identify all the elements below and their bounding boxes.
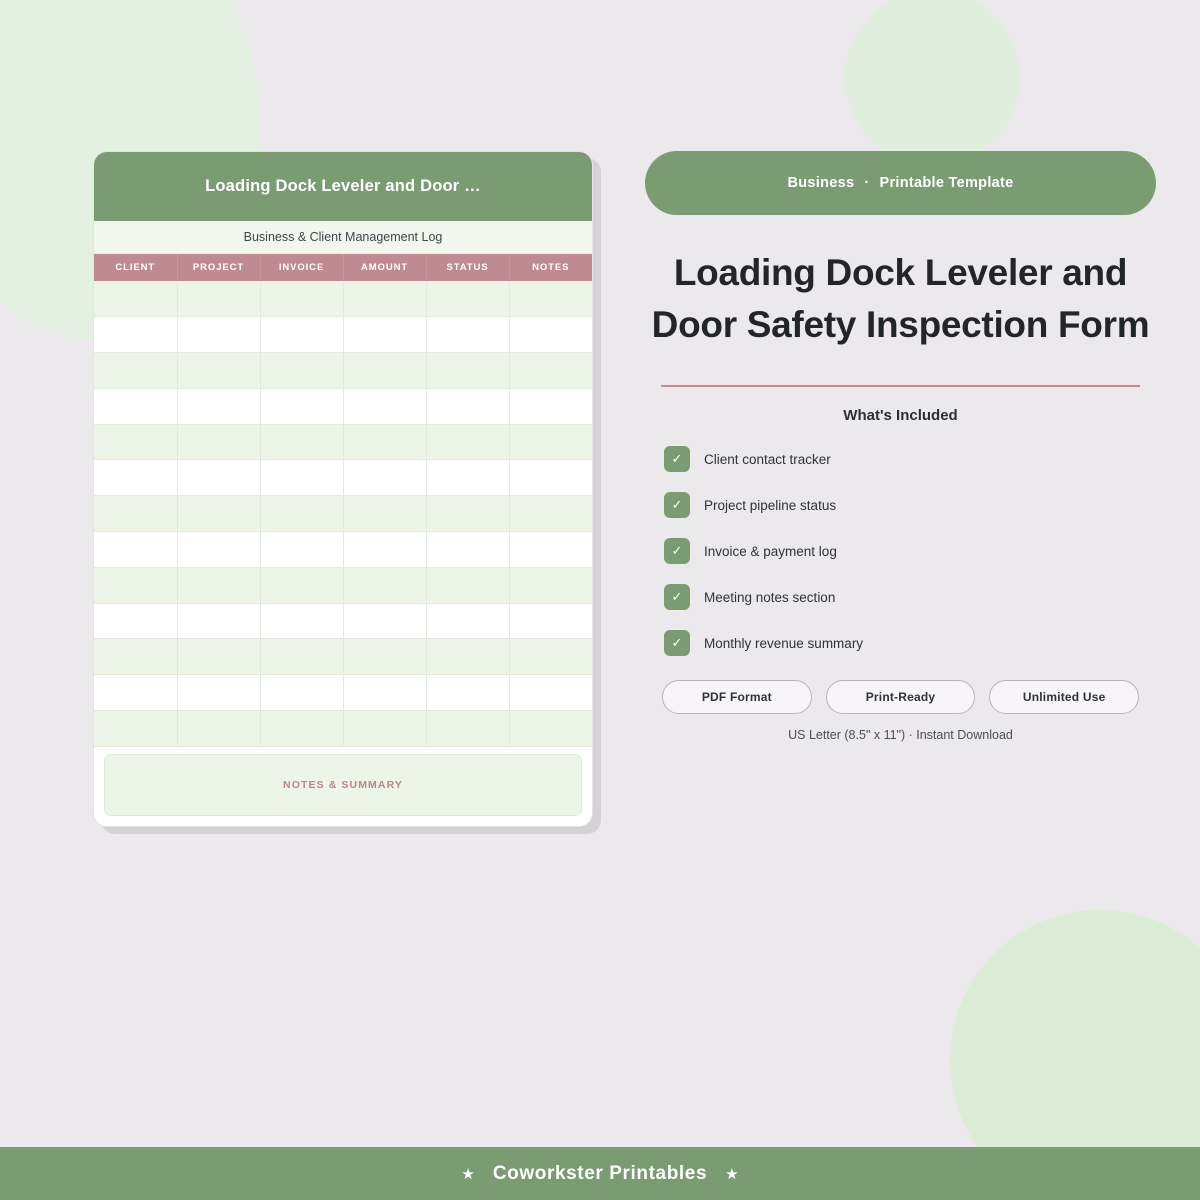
table-cell xyxy=(509,388,592,424)
table-cell xyxy=(177,281,260,317)
column-header-project: PROJECT xyxy=(177,254,260,281)
table-cell xyxy=(94,532,177,568)
table-cell xyxy=(94,496,177,532)
table-row xyxy=(94,567,592,603)
table-cell xyxy=(260,639,343,675)
footer-brand: Coworkster Printables xyxy=(492,1162,708,1184)
list-item xyxy=(664,584,1156,610)
page-title: Loading Dock Leveler and Door Safety Inspection Form xyxy=(651,252,1150,345)
check-icon: ✓ xyxy=(664,630,690,656)
star-icon-right: ★ xyxy=(725,1165,739,1183)
table-cell xyxy=(94,711,177,747)
column-header-client: CLIENT xyxy=(94,254,177,281)
table-cell xyxy=(177,532,260,568)
divider-rule xyxy=(661,385,1140,387)
column-header-notes: NOTES xyxy=(509,254,592,281)
pill-print-ready[interactable]: Print-Ready xyxy=(826,680,976,714)
table-header-row xyxy=(94,254,592,281)
table-cell xyxy=(177,639,260,675)
table-row xyxy=(94,711,592,747)
table-cell xyxy=(426,603,509,639)
feature-label: Project pipeline status xyxy=(704,497,837,513)
check-icon: ✓ xyxy=(664,492,690,518)
table-row xyxy=(94,532,592,568)
table-cell xyxy=(260,603,343,639)
list-item xyxy=(664,538,1156,564)
table-cell xyxy=(509,675,592,711)
table-row xyxy=(94,496,592,532)
table-cell xyxy=(426,711,509,747)
footer-bar xyxy=(0,1147,1200,1200)
badge-kind: Printable Template xyxy=(879,175,1014,191)
table-cell xyxy=(260,460,343,496)
table-row xyxy=(94,353,592,389)
table-row xyxy=(94,603,592,639)
table-row xyxy=(94,281,592,317)
table-cell xyxy=(177,496,260,532)
table-cell xyxy=(509,496,592,532)
column-header-amount: AMOUNT xyxy=(343,254,426,281)
notes-summary-label: NOTES & SUMMARY xyxy=(283,779,403,791)
table-cell xyxy=(177,460,260,496)
table-cell xyxy=(343,675,426,711)
table-cell xyxy=(509,317,592,353)
table-cell xyxy=(509,353,592,389)
table-cell xyxy=(94,567,177,603)
check-icon: ✓ xyxy=(664,538,690,564)
table-cell xyxy=(260,711,343,747)
table-cell xyxy=(260,317,343,353)
table-cell xyxy=(94,639,177,675)
feature-label: Invoice & payment log xyxy=(704,543,837,559)
table-cell xyxy=(343,603,426,639)
table-cell xyxy=(177,675,260,711)
table-cell xyxy=(426,388,509,424)
preview-header xyxy=(94,152,592,221)
table-cell xyxy=(260,281,343,317)
table-cell xyxy=(509,532,592,568)
table-cell xyxy=(260,388,343,424)
table-cell xyxy=(426,317,509,353)
feature-label: Client contact tracker xyxy=(704,451,831,467)
table-cell xyxy=(343,639,426,675)
table-cell xyxy=(260,496,343,532)
table-cell xyxy=(426,532,509,568)
table-row xyxy=(94,460,592,496)
check-icon: ✓ xyxy=(664,446,690,472)
table-cell xyxy=(94,675,177,711)
table-cell xyxy=(426,281,509,317)
table-cell xyxy=(509,460,592,496)
preview-table xyxy=(94,254,592,747)
table-cell xyxy=(343,388,426,424)
table-cell xyxy=(260,424,343,460)
table-cell xyxy=(343,460,426,496)
feature-list xyxy=(645,446,1156,656)
table-cell xyxy=(94,424,177,460)
table-cell xyxy=(260,675,343,711)
table-cell xyxy=(177,603,260,639)
table-row xyxy=(94,388,592,424)
list-item xyxy=(664,446,1156,472)
star-icon-left: ★ xyxy=(461,1165,475,1183)
table-cell xyxy=(343,532,426,568)
table-cell xyxy=(426,460,509,496)
table-cell xyxy=(94,353,177,389)
table-cell xyxy=(426,639,509,675)
template-preview-card[interactable] xyxy=(93,151,593,827)
column-header-status: STATUS xyxy=(426,254,509,281)
table-cell xyxy=(343,281,426,317)
table-cell xyxy=(177,317,260,353)
table-cell xyxy=(177,353,260,389)
table-cell xyxy=(343,353,426,389)
table-row xyxy=(94,317,592,353)
table-cell xyxy=(343,711,426,747)
table-cell xyxy=(343,567,426,603)
table-cell xyxy=(94,603,177,639)
table-cell xyxy=(260,353,343,389)
whats-included-heading: What's Included xyxy=(843,407,958,424)
notes-summary-box xyxy=(104,754,582,816)
table-cell xyxy=(94,281,177,317)
feature-label: Monthly revenue summary xyxy=(704,635,864,651)
table-row xyxy=(94,675,592,711)
table-cell xyxy=(177,567,260,603)
table-cell xyxy=(509,281,592,317)
preview-subtitle: Business & Client Management Log xyxy=(94,221,592,254)
table-cell xyxy=(94,388,177,424)
column-header-invoice: INVOICE xyxy=(260,254,343,281)
details-column xyxy=(645,151,1156,742)
table-cell xyxy=(426,675,509,711)
format-meta-text: US Letter (8.5" x 11") · Instant Download xyxy=(788,728,1013,742)
table-cell xyxy=(426,567,509,603)
table-row xyxy=(94,639,592,675)
table-cell xyxy=(509,567,592,603)
table-cell xyxy=(509,603,592,639)
preview-header-title: Loading Dock Leveler and Door … xyxy=(205,177,481,195)
table-cell xyxy=(426,424,509,460)
table-cell xyxy=(177,424,260,460)
table-cell xyxy=(177,388,260,424)
feature-label: Meeting notes section xyxy=(704,589,836,605)
table-cell xyxy=(260,532,343,568)
pill-unlimited-use[interactable]: Unlimited Use xyxy=(989,680,1139,714)
table-cell xyxy=(177,711,260,747)
table-body xyxy=(94,281,592,746)
table-cell xyxy=(343,317,426,353)
check-icon: ✓ xyxy=(664,584,690,610)
category-badge xyxy=(645,151,1156,215)
table-row xyxy=(94,424,592,460)
pill-pdf-format[interactable]: PDF Format xyxy=(662,680,812,714)
format-pill-row xyxy=(645,680,1156,714)
table-cell xyxy=(509,424,592,460)
table-cell xyxy=(509,639,592,675)
decorative-blob-top xyxy=(845,0,1020,165)
table-cell xyxy=(426,496,509,532)
table-cell xyxy=(94,317,177,353)
table-cell xyxy=(426,353,509,389)
table-cell xyxy=(94,460,177,496)
list-item xyxy=(664,492,1156,518)
table-cell xyxy=(343,496,426,532)
list-item xyxy=(664,630,1156,656)
table-cell xyxy=(343,424,426,460)
table-cell xyxy=(509,711,592,747)
badge-separator: · xyxy=(864,175,870,191)
table-cell xyxy=(260,567,343,603)
badge-category: Business xyxy=(787,175,855,191)
